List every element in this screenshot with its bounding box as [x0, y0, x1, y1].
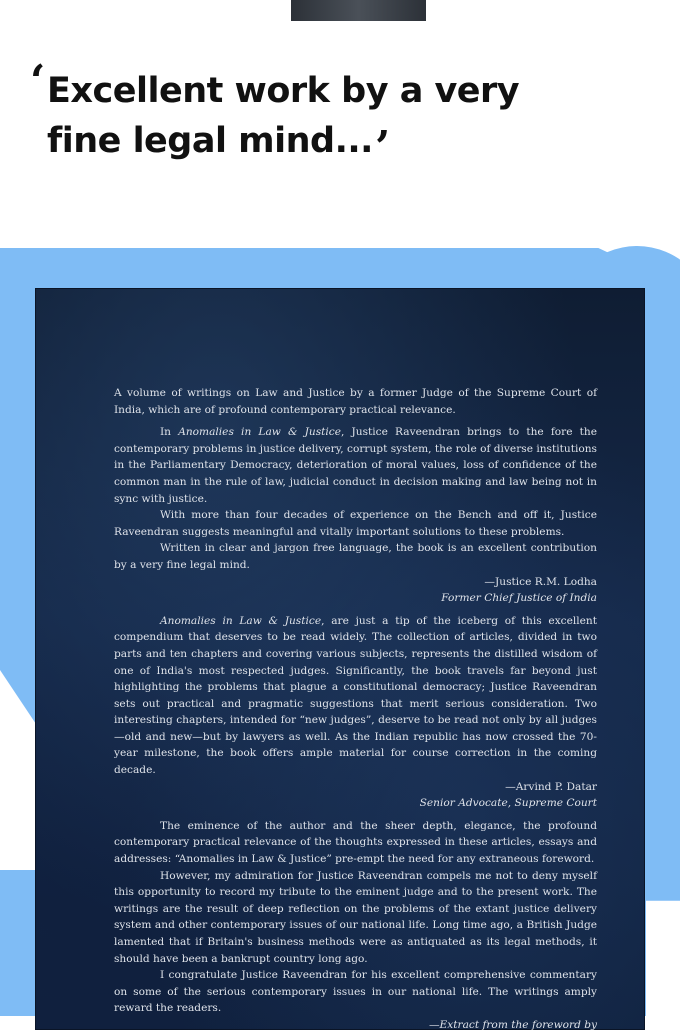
book-back-cover	[36, 289, 644, 1029]
attribution-1-title: Former Chief Justice of India	[441, 592, 597, 605]
close-quote-icon: ’	[374, 122, 390, 173]
attribution-1-name: —Justice R.M. Lodha	[484, 575, 597, 588]
cover-paragraph-2: With more than four decades of experience on the Bench and off it, Justice Raveendran suggests meaningful and vitally important solutions to these problems.	[114, 509, 597, 538]
cover-paragraph-5: The eminence of the author and the sheer depth, elegance, the profound contemporary practical relevance of the thoughts expressed in these articles, essays and addresses: “Anomalies in Law & Justice” pre-empt the need for any extraneous foreword.	[114, 819, 597, 866]
headline-line-2: fine legal mind...	[47, 121, 373, 161]
cover-intro: A volume of writings on Law and Justice by a former Judge of the Supreme Court of India, which are of profound contemporary practical relevance.	[114, 387, 597, 416]
back-cover-text	[114, 385, 597, 1034]
cover-paragraph-4: Anomalies in Law & Justice, are just a tip of the iceberg of this excellent compendium that deserves to be read widely. The collection of articles, divided in two parts and ten chapters and covering various subjects, represents the distilled wisdom of one of India's most respected judges. Significantly, the book travels far beyond just highlighting the problems that plague a constitutional democracy; Justice Raveendran sets out practical and pragmatic suggestions that merit serious consideration. Two interesting chapters, intended for “new judges”, deserve to be read not only by all judges—old and new—but by lawyers as well. As the Indian republic has now crossed the 70-year milestone, the book offers ample material for course correction in the coming decade.	[114, 614, 598, 777]
author-photo-fragment	[291, 0, 426, 21]
book-title-inline: Anomalies in Law & Justice	[160, 614, 322, 627]
attribution-3: —Extract from the foreword by	[428, 1018, 597, 1031]
cover-paragraph-7: I congratulate Justice Raveendran for his excellent comprehensive commentary on some of the serious contemporary issues in our national life. The writings amply reward the readers.	[114, 969, 597, 1015]
testimonial-quote	[30, 56, 590, 173]
open-quote-icon: ‘	[30, 56, 46, 107]
cover-paragraph-1: In Anomalies in Law & Justice, Justice Raveendran brings to the fore the contemporary problems in justice delivery, corrupt system, the role of diverse institutions in the Parliamentary Democracy, deterioration of moral values, loss of confidence of the common man in the rule of law, judicial conduct in decision making and law being not in sync with justice.	[114, 426, 597, 505]
attribution-2-name: —Arvind P. Datar	[505, 780, 597, 793]
book-title-inline: Anomalies in Law & Justice	[178, 426, 341, 439]
cover-paragraph-6: However, my admiration for Justice Raveendran compels me not to deny myself this opportunity to record my tribute to the eminent judge and to the present work. The writings are the result of deep reflection on the problems of the extant justice delivery system and other contemporary issues of our national life. Long time ago, a British Judge lamented that if Britain's business methods were as antiquated as its legal methods, it should have been a bankrupt country long ago.	[114, 869, 597, 965]
headline-line-1: Excellent work by a very	[47, 71, 520, 111]
testimonial-headline	[30, 66, 590, 173]
attribution-2-title: Senior Advocate, Supreme Court	[419, 797, 597, 810]
cover-paragraph-3: Written in clear and jargon free language, the book is an excellent contribution by a very fine legal mind.	[114, 542, 597, 571]
